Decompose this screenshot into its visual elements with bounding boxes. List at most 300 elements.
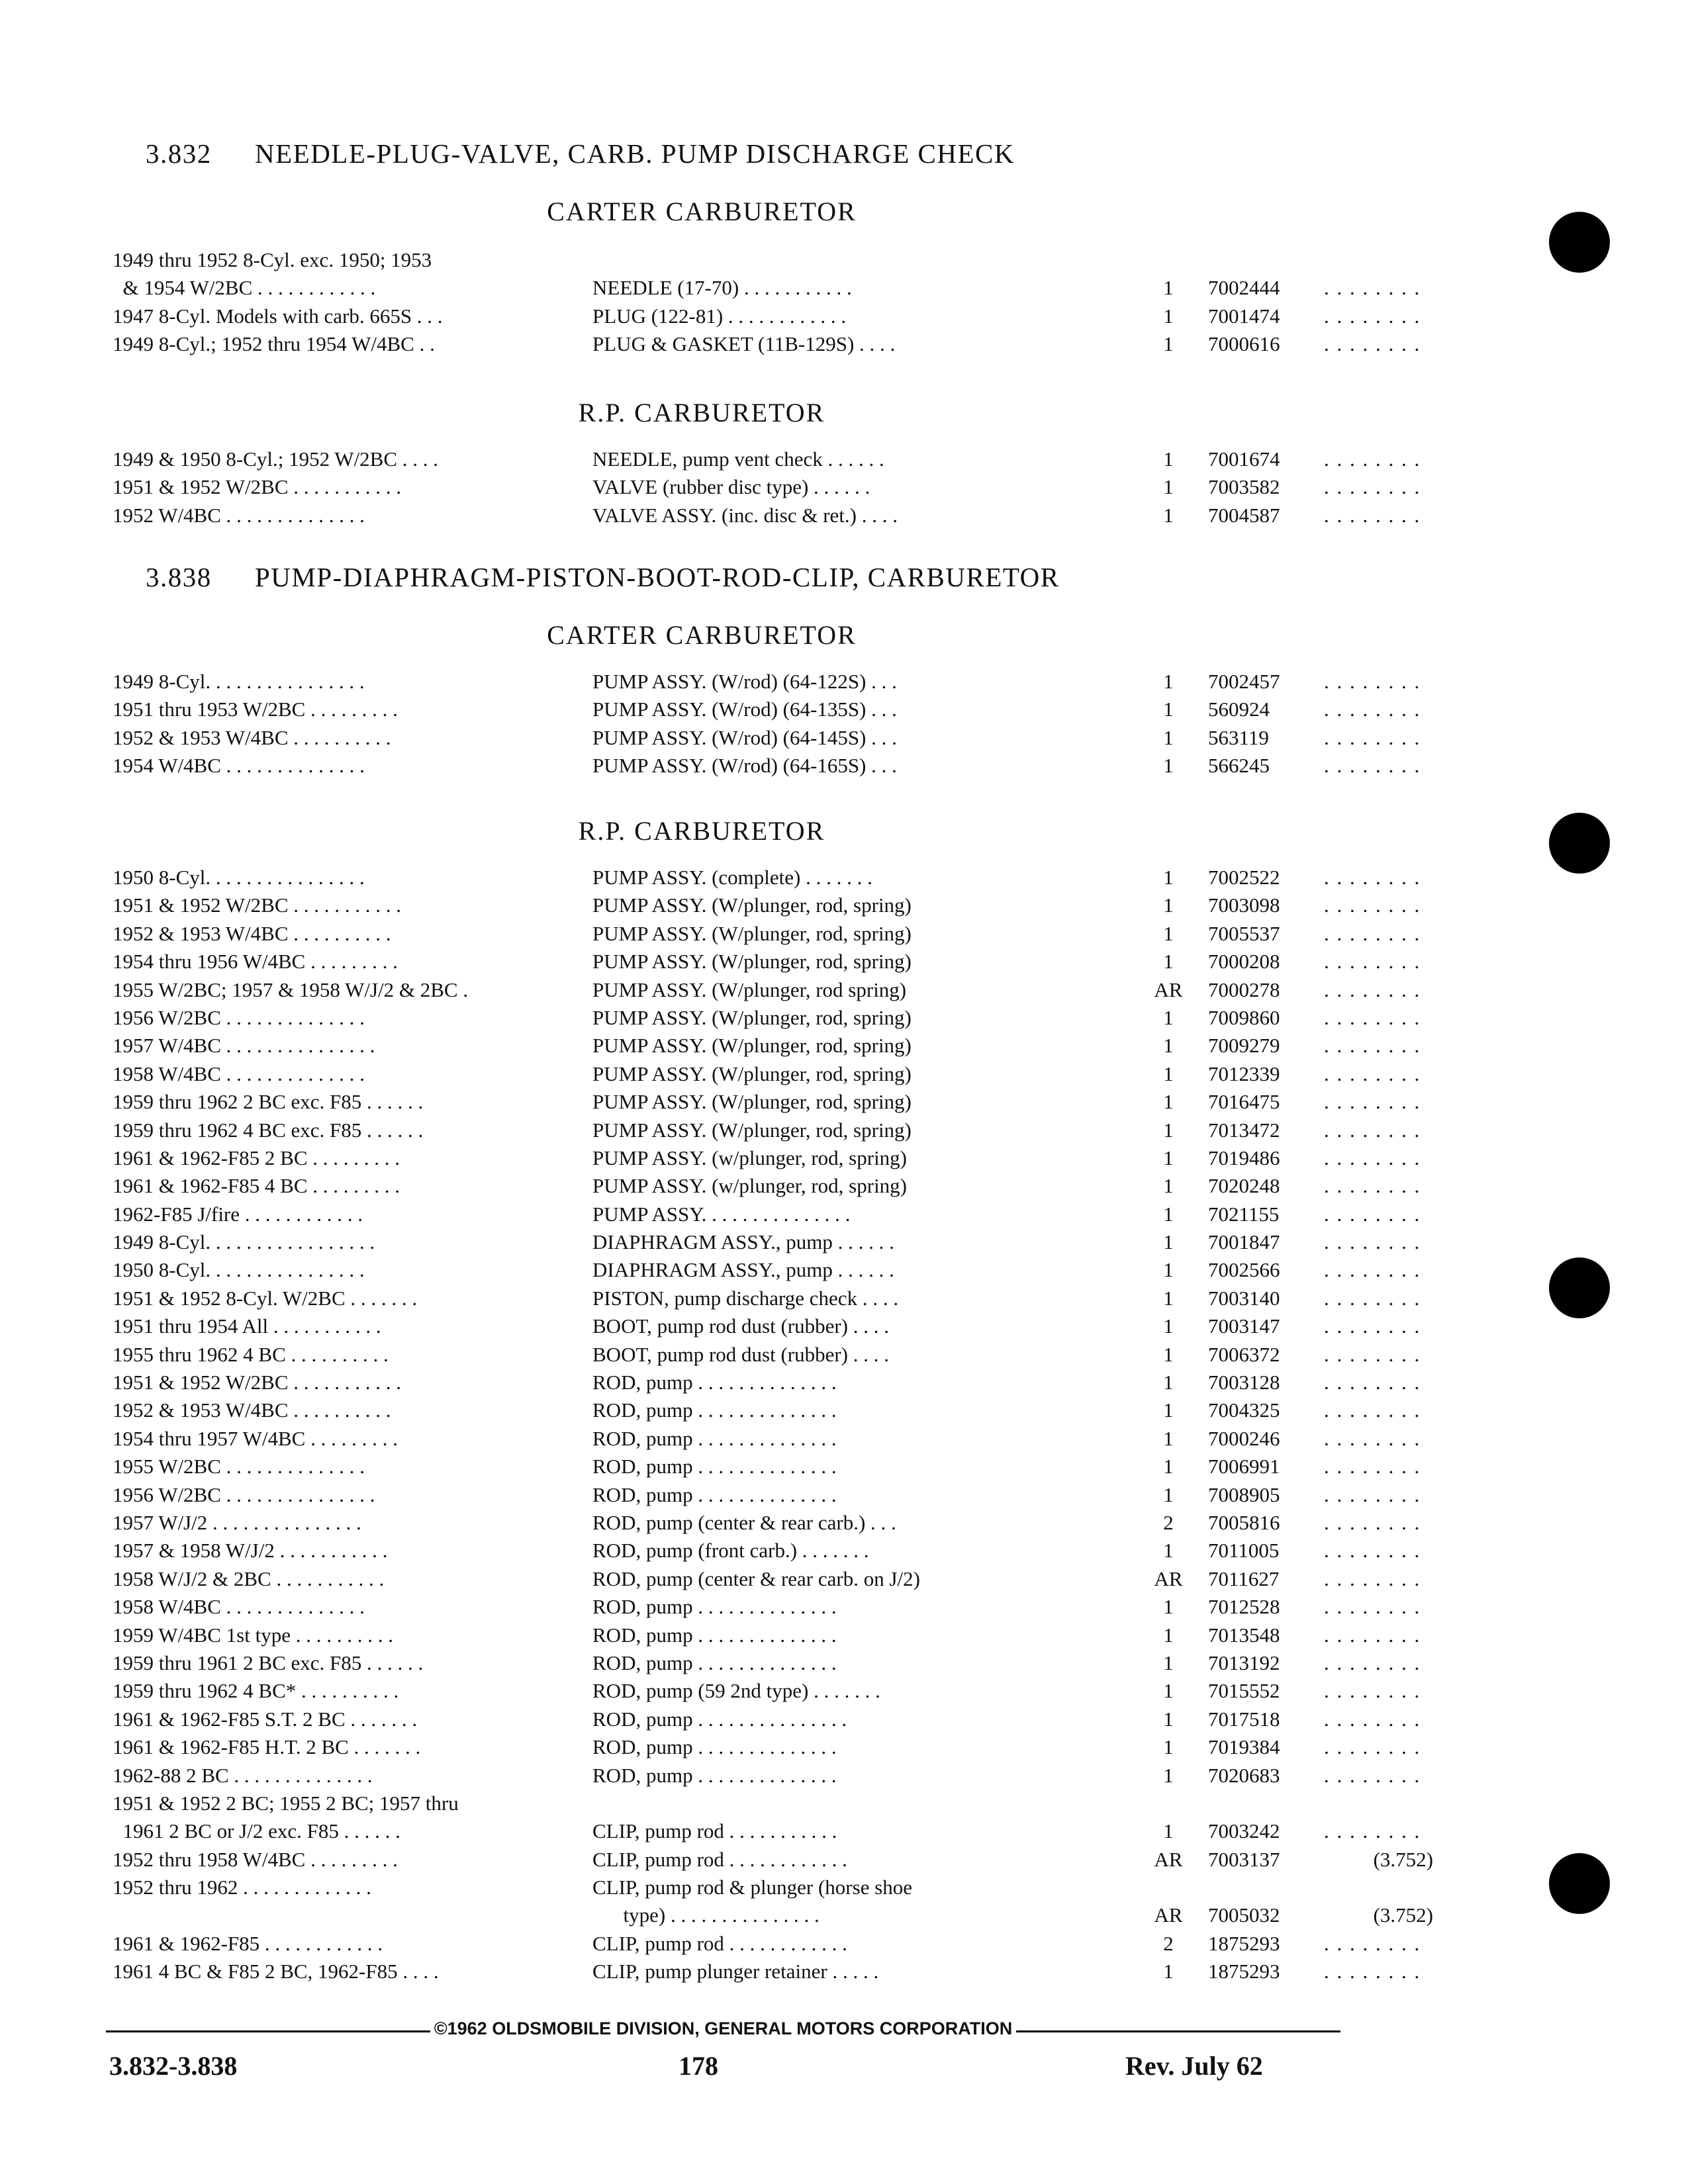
part-number-cell: 7004325 [1208, 1398, 1280, 1422]
reference-cell: . . . . . . . . [1324, 1314, 1421, 1338]
application-cell: 1961 4 BC & F85 2 BC, 1962-F85 . . . . [113, 1960, 439, 1983]
part-number-cell: 7011005 [1208, 1539, 1280, 1563]
reference-cell: . . . . . . . . [1324, 1707, 1421, 1731]
part-number-cell: 7013192 [1208, 1651, 1280, 1674]
reference-cell: . . . . . . . . [1324, 754, 1421, 778]
quantity-cell: 1 [1163, 1005, 1174, 1029]
description-cell: PUMP ASSY. (W/rod) (64-145S) . . . [592, 725, 897, 749]
description-cell: BOOT, pump rod dust (rubber) . . . . [592, 1314, 890, 1338]
description-cell: PUMP ASSY. (W/plunger, rod spring) [592, 978, 907, 1001]
part-number-cell: 7006372 [1208, 1342, 1280, 1366]
part-number-cell: 7005816 [1208, 1510, 1280, 1534]
reference-cell: . . . . . . . . [1324, 1426, 1421, 1450]
application-cell: 1952 thru 1962 . . . . . . . . . . . . . [113, 1876, 371, 1899]
section-title [146, 561, 1060, 593]
reference-cell: . . . . . . . . [1324, 447, 1421, 471]
description-cell: VALVE (rubber disc type) . . . . . . [592, 475, 870, 499]
application-cell: 1961 & 1962-F85 . . . . . . . . . . . . [113, 1931, 383, 1955]
table-row [113, 248, 1337, 276]
application-cell: 1949 8-Cyl. . . . . . . . . . . . . . . . [113, 670, 365, 693]
quantity-cell: 1 [1163, 475, 1174, 499]
table-row [113, 1286, 1421, 1314]
table-row [113, 447, 1421, 475]
copyright-notice: ©1962 OLDSMOBILE DIVISION, GENERAL MOTORS CORPORATION [0, 2019, 1446, 2039]
part-number-cell: 7009279 [1208, 1034, 1280, 1058]
reference-cell: . . . . . . . . [1324, 276, 1421, 300]
reference-cell: . . . . . . . . [1324, 475, 1421, 499]
table-row [113, 1455, 1421, 1482]
application-cell: 1951 & 1952 8-Cyl. W/2BC . . . . . . . [113, 1286, 418, 1310]
application-cell: 1961 & 1962-F85 S.T. 2 BC . . . . . . . [113, 1707, 418, 1731]
reference-cell: . . . . . . . . [1324, 1258, 1421, 1282]
application-cell: 1952 & 1953 W/4BC . . . . . . . . . . [113, 921, 391, 945]
reference-cell: . . . . . . . . [1324, 1735, 1421, 1759]
reference-cell: . . . . . . . . [1324, 1510, 1421, 1534]
table-row [113, 1174, 1421, 1202]
description-cell: ROD, pump . . . . . . . . . . . . . . [592, 1735, 837, 1759]
description-cell: ROD, pump . . . . . . . . . . . . . . [592, 1651, 837, 1674]
reference-cell: . . . . . . . . [1324, 1567, 1421, 1590]
quantity-cell: 1 [1163, 1314, 1174, 1338]
part-number-cell: 7020248 [1208, 1174, 1280, 1198]
quantity-cell: 1 [1163, 1286, 1174, 1310]
part-number-cell: 7002457 [1208, 670, 1280, 693]
quantity-cell: 1 [1163, 1174, 1174, 1198]
quantity-cell: 1 [1163, 1455, 1174, 1479]
quantity-cell: 1 [1163, 1960, 1174, 1983]
table-row [113, 1230, 1421, 1258]
quantity-cell: 2 [1163, 1510, 1174, 1534]
quantity-cell: 1 [1163, 1202, 1174, 1226]
table-row [113, 1482, 1421, 1511]
application-cell: 1949 8-Cyl. . . . . . . . . . . . . . . . . [113, 1230, 375, 1254]
table-row [113, 1876, 1337, 1903]
application-cell: 1956 W/2BC . . . . . . . . . . . . . . [113, 1005, 365, 1029]
application-cell: 1951 & 1952 W/2BC . . . . . . . . . . . [113, 475, 402, 499]
description-cell: NEEDLE (17-70) . . . . . . . . . . . [592, 276, 852, 300]
table-row [113, 978, 1421, 1006]
part-number-cell: 7017518 [1208, 1707, 1280, 1731]
binder-hole [1549, 212, 1610, 273]
quantity-cell: 1 [1163, 1595, 1174, 1619]
quantity-cell: 1 [1163, 1230, 1174, 1254]
reference-cell: . . . . . . . . [1324, 1034, 1421, 1058]
table-row [113, 1342, 1421, 1371]
application-cell: & 1954 W/2BC . . . . . . . . . . . . [113, 276, 376, 300]
application-cell: 1954 thru 1957 W/4BC . . . . . . . . . [113, 1426, 398, 1450]
part-number-cell: 7021155 [1208, 1202, 1280, 1226]
description-cell: PUMP ASSY. (W/plunger, rod, spring) [592, 1062, 912, 1085]
description-cell: PISTON, pump discharge check . . . . [592, 1286, 899, 1310]
part-number-cell: 7002444 [1208, 276, 1280, 300]
quantity-cell: 1 [1163, 503, 1174, 527]
application-cell: 1958 W/4BC . . . . . . . . . . . . . . [113, 1062, 365, 1085]
quantity-cell: AR [1154, 1567, 1183, 1590]
reference-cell: . . . . . . . . [1324, 1960, 1421, 1983]
quantity-cell: 1 [1163, 332, 1174, 356]
quantity-cell: 1 [1163, 1258, 1174, 1282]
section-range: 3.832-3.838 [109, 2051, 238, 2081]
table-row [113, 1398, 1421, 1426]
part-number-cell: 7015552 [1208, 1679, 1280, 1703]
application-cell: 1952 & 1953 W/4BC . . . . . . . . . . [113, 1398, 391, 1422]
reference-cell: (3.752) [1373, 1847, 1433, 1871]
description-cell: DIAPHRAGM ASSY., pump . . . . . . [592, 1258, 894, 1282]
description-cell: ROD, pump . . . . . . . . . . . . . . [592, 1455, 837, 1479]
description-cell: NEEDLE, pump vent check . . . . . . [592, 447, 884, 471]
table-row [113, 1903, 1433, 1931]
description-cell: ROD, pump . . . . . . . . . . . . . . [592, 1595, 837, 1619]
description-cell: ROD, pump (center & rear carb. on J/2) [592, 1567, 920, 1590]
part-number-cell: 7001847 [1208, 1230, 1280, 1254]
part-number-cell: 560924 [1208, 698, 1270, 721]
quantity-cell: 1 [1163, 447, 1174, 471]
group-title: CARTER CARBURETOR [547, 197, 857, 226]
application-cell: 1957 & 1958 W/J/2 . . . . . . . . . . . [113, 1539, 388, 1563]
description-cell: PUMP ASSY. (W/plunger, rod, spring) [592, 950, 912, 974]
reference-cell: . . . . . . . . [1324, 1482, 1421, 1506]
description-cell: ROD, pump (front carb.) . . . . . . . [592, 1539, 869, 1563]
application-cell: 1961 & 1962-F85 2 BC . . . . . . . . . [113, 1146, 400, 1169]
application-cell: 1959 thru 1962 4 BC* . . . . . . . . . . [113, 1679, 399, 1703]
reference-cell: . . . . . . . . [1324, 866, 1421, 889]
application-cell: 1951 & 1952 2 BC; 1955 2 BC; 1957 thru [113, 1791, 459, 1815]
reference-cell: . . . . . . . . [1324, 1146, 1421, 1169]
part-number-cell: 7002522 [1208, 866, 1280, 889]
table-row [113, 1931, 1421, 1960]
application-cell: 1958 W/4BC . . . . . . . . . . . . . . [113, 1595, 365, 1619]
application-cell: 1955 W/2BC; 1957 & 1958 W/J/2 & 2BC . [113, 978, 469, 1001]
application-cell: 1951 thru 1954 All . . . . . . . . . . . [113, 1314, 381, 1338]
table-row [113, 725, 1421, 754]
table-row [113, 1847, 1433, 1876]
table-row [113, 304, 1421, 332]
reference-cell: (3.752) [1373, 1903, 1433, 1927]
quantity-cell: AR [1154, 1903, 1183, 1927]
application-cell: 1949 8-Cyl.; 1952 thru 1954 W/4BC . . [113, 332, 435, 356]
table-row [113, 1679, 1421, 1707]
description-cell: PUMP ASSY. (W/plunger, rod, spring) [592, 1118, 912, 1142]
application-cell: 1950 8-Cyl. . . . . . . . . . . . . . . . [113, 1258, 365, 1282]
part-number-cell: 563119 [1208, 725, 1269, 749]
description-cell: CLIP, pump rod . . . . . . . . . . . . [592, 1847, 847, 1871]
table-row [113, 1258, 1421, 1286]
description-cell: CLIP, pump rod & plunger (horse shoe [592, 1876, 913, 1899]
table-row [113, 950, 1421, 978]
table-row [113, 1034, 1421, 1062]
description-cell: BOOT, pump rod dust (rubber) . . . . [592, 1342, 890, 1366]
quantity-cell: 1 [1163, 1371, 1174, 1394]
quantity-cell: 1 [1163, 1034, 1174, 1058]
section-number: 3.838 [146, 562, 212, 592]
application-cell: 1949 & 1950 8-Cyl.; 1952 W/2BC . . . . [113, 447, 439, 471]
table-row [113, 475, 1421, 503]
reference-cell: . . . . . . . . [1324, 1371, 1421, 1394]
quantity-cell: 1 [1163, 1735, 1174, 1759]
description-cell: PLUG (122-81) . . . . . . . . . . . . [592, 304, 847, 328]
quantity-cell: AR [1154, 1847, 1183, 1871]
reference-cell: . . . . . . . . [1324, 332, 1421, 356]
table-row [113, 1707, 1421, 1735]
application-cell: 1950 8-Cyl. . . . . . . . . . . . . . . . [113, 866, 365, 889]
application-cell: 1958 W/J/2 & 2BC . . . . . . . . . . . [113, 1567, 385, 1590]
part-number-cell: 7000616 [1208, 332, 1280, 356]
table-row [113, 866, 1421, 893]
table-row [113, 503, 1421, 531]
part-number-cell: 7013548 [1208, 1623, 1280, 1647]
binder-hole [1549, 1853, 1610, 1914]
table-row [113, 1314, 1421, 1342]
quantity-cell: 1 [1163, 1342, 1174, 1366]
part-number-cell: 7002566 [1208, 1258, 1280, 1282]
table-row [113, 1539, 1421, 1567]
reference-cell: . . . . . . . . [1324, 1931, 1421, 1955]
part-number-cell: 7012528 [1208, 1595, 1280, 1619]
binder-hole [1549, 1257, 1610, 1318]
table-row [113, 1595, 1421, 1623]
application-cell: 1961 & 1962-F85 H.T. 2 BC . . . . . . . [113, 1735, 421, 1759]
description-cell: PUMP ASSY. (W/plunger, rod, spring) [592, 893, 912, 917]
application-cell: 1959 thru 1962 4 BC exc. F85 . . . . . . [113, 1118, 424, 1142]
reference-cell: . . . . . . . . [1324, 304, 1421, 328]
description-cell: PUMP ASSY. (W/plunger, rod, spring) [592, 1005, 912, 1029]
reference-cell: . . . . . . . . [1324, 1595, 1421, 1619]
table-row [113, 698, 1421, 725]
application-cell: 1955 W/2BC . . . . . . . . . . . . . . [113, 1455, 365, 1479]
application-cell: 1951 & 1952 W/2BC . . . . . . . . . . . [113, 1371, 402, 1394]
part-number-cell: 7020683 [1208, 1763, 1280, 1787]
part-number-cell: 7016475 [1208, 1090, 1280, 1114]
description-cell: PLUG & GASKET (11B-129S) . . . . [592, 332, 896, 356]
part-number-cell: 7012339 [1208, 1062, 1280, 1085]
section-number: 3.832 [146, 138, 212, 169]
description-cell: PUMP ASSY. (W/plunger, rod, spring) [592, 1090, 912, 1114]
application-cell: 1955 thru 1962 4 BC . . . . . . . . . . [113, 1342, 389, 1366]
part-number-cell: 7000246 [1208, 1426, 1280, 1450]
quantity-cell: 1 [1163, 670, 1174, 693]
part-number-cell: 566245 [1208, 754, 1270, 778]
description-cell: CLIP, pump rod . . . . . . . . . . . [592, 1819, 837, 1843]
table-row [113, 1960, 1421, 1987]
application-cell: 1952 & 1953 W/4BC . . . . . . . . . . [113, 725, 391, 749]
part-number-cell: 7011627 [1208, 1567, 1280, 1590]
description-cell: PUMP ASSY. (W/plunger, rod, spring) [592, 1034, 912, 1058]
quantity-cell: 1 [1163, 866, 1174, 889]
table-row [113, 1062, 1421, 1090]
part-number-cell: 7000278 [1208, 978, 1280, 1001]
table-row [113, 1792, 1337, 1819]
reference-cell: . . . . . . . . [1324, 1398, 1421, 1422]
quantity-cell: 1 [1163, 1623, 1174, 1647]
table-row [113, 1090, 1421, 1118]
part-number-cell: 7003137 [1208, 1847, 1280, 1871]
part-number-cell: 7003128 [1208, 1371, 1280, 1394]
part-number-cell: 7003582 [1208, 475, 1280, 499]
description-cell: VALVE ASSY. (inc. disc & ret.) . . . . [592, 503, 898, 527]
reference-cell: . . . . . . . . [1324, 1763, 1421, 1787]
table-row [113, 1510, 1421, 1539]
quantity-cell: 1 [1163, 921, 1174, 945]
description-cell: PUMP ASSY. (W/plunger, rod, spring) [592, 921, 912, 945]
part-number-cell: 7004587 [1208, 503, 1280, 527]
table-row [113, 1819, 1421, 1847]
quantity-cell: 1 [1163, 304, 1174, 328]
application-cell: 1959 thru 1961 2 BC exc. F85 . . . . . . [113, 1651, 424, 1674]
quantity-cell: 1 [1163, 1146, 1174, 1169]
part-number-cell: 7013472 [1208, 1118, 1280, 1142]
reference-cell: . . . . . . . . [1324, 698, 1421, 721]
reference-cell: . . . . . . . . [1324, 978, 1421, 1001]
application-cell: 1952 W/4BC . . . . . . . . . . . . . . [113, 503, 365, 527]
description-cell: ROD, pump (59 2nd type) . . . . . . . [592, 1679, 880, 1703]
part-number-cell: 7006991 [1208, 1455, 1280, 1479]
reference-cell: . . . . . . . . [1324, 1090, 1421, 1114]
reference-cell: . . . . . . . . [1324, 1539, 1421, 1563]
description-cell: PUMP ASSY. (w/plunger, rod, spring) [592, 1174, 908, 1198]
application-cell: 1956 W/2BC . . . . . . . . . . . . . . . [113, 1482, 375, 1506]
parts-table [113, 447, 1421, 531]
part-number-cell: 1875293 [1208, 1931, 1280, 1955]
quantity-cell: AR [1154, 978, 1183, 1001]
description-cell: ROD, pump . . . . . . . . . . . . . . [592, 1398, 837, 1422]
table-row [113, 332, 1421, 360]
part-number-cell: 7000208 [1208, 950, 1280, 974]
quantity-cell: 1 [1163, 893, 1174, 917]
description-cell: ROD, pump . . . . . . . . . . . . . . [592, 1482, 837, 1506]
section-title [146, 138, 1015, 169]
application-cell: 1954 thru 1956 W/4BC . . . . . . . . . [113, 950, 398, 974]
reference-cell: . . . . . . . . [1324, 1819, 1421, 1843]
reference-cell: . . . . . . . . [1324, 1623, 1421, 1647]
binder-hole [1549, 813, 1610, 874]
description-cell: ROD, pump . . . . . . . . . . . . . . . [592, 1707, 847, 1731]
description-cell: PUMP ASSY. (W/rod) (64-135S) . . . [592, 698, 897, 721]
reference-cell: . . . . . . . . [1324, 1230, 1421, 1254]
description-cell: CLIP, pump rod . . . . . . . . . . . . [592, 1931, 847, 1955]
parts-table [113, 866, 1433, 1988]
application-cell: 1947 8-Cyl. Models with carb. 665S . . . [113, 304, 443, 328]
parts-table [113, 670, 1421, 782]
reference-cell: . . . . . . . . [1324, 921, 1421, 945]
description-cell: ROD, pump . . . . . . . . . . . . . . [592, 1763, 837, 1787]
part-number-cell: 7001674 [1208, 447, 1280, 471]
quantity-cell: 1 [1163, 950, 1174, 974]
application-cell: 1961 2 BC or J/2 exc. F85 . . . . . . [113, 1819, 400, 1843]
application-cell: 1957 W/4BC . . . . . . . . . . . . . . . [113, 1034, 375, 1058]
part-number-cell: 7003098 [1208, 893, 1280, 917]
reference-cell: . . . . . . . . [1324, 670, 1421, 693]
description-cell: PUMP ASSY. . . . . . . . . . . . . . . [592, 1202, 851, 1226]
reference-cell: . . . . . . . . [1324, 1679, 1421, 1703]
table-row [113, 1623, 1421, 1651]
quantity-cell: 1 [1163, 1819, 1174, 1843]
section-heading: NEEDLE-PLUG-VALVE, CARB. PUMP DISCHARGE CHECK [255, 138, 1015, 169]
description-cell: PUMP ASSY. (complete) . . . . . . . [592, 866, 872, 889]
part-number-cell: 7019384 [1208, 1735, 1280, 1759]
part-number-cell: 7009860 [1208, 1005, 1280, 1029]
application-cell: 1959 thru 1962 2 BC exc. F85 . . . . . . [113, 1090, 424, 1114]
table-row [113, 1371, 1421, 1398]
reference-cell: . . . . . . . . [1324, 725, 1421, 749]
reference-cell: . . . . . . . . [1324, 1286, 1421, 1310]
description-cell: ROD, pump . . . . . . . . . . . . . . [592, 1371, 837, 1394]
description-cell: PUMP ASSY. (W/rod) (64-122S) . . . [592, 670, 897, 693]
table-row [113, 1567, 1421, 1595]
part-number-cell: 7003242 [1208, 1819, 1280, 1843]
quantity-cell: 1 [1163, 1062, 1174, 1085]
description-cell: ROD, pump (center & rear carb.) . . . [592, 1510, 896, 1534]
reference-cell: . . . . . . . . [1324, 1455, 1421, 1479]
parts-table [113, 248, 1421, 361]
application-cell: 1962-F85 J/fire . . . . . . . . . . . . [113, 1202, 363, 1226]
quantity-cell: 2 [1163, 1931, 1174, 1955]
description-cell: ROD, pump . . . . . . . . . . . . . . [592, 1426, 837, 1450]
application-cell: 1954 W/4BC . . . . . . . . . . . . . . [113, 754, 365, 778]
description-cell: PUMP ASSY. (W/rod) (64-165S) . . . [592, 754, 897, 778]
quantity-cell: 1 [1163, 1482, 1174, 1506]
description-cell: DIAPHRAGM ASSY., pump . . . . . . [592, 1230, 894, 1254]
part-number-cell: 7005032 [1208, 1903, 1280, 1927]
table-row [113, 1146, 1421, 1174]
group-title: CARTER CARBURETOR [547, 620, 857, 650]
table-row [113, 1118, 1421, 1146]
table-row [113, 1735, 1421, 1763]
application-cell: 1949 thru 1952 8-Cyl. exc. 1950; 1953 [113, 248, 432, 271]
part-number-cell: 1875293 [1208, 1960, 1280, 1983]
reference-cell: . . . . . . . . [1324, 1651, 1421, 1674]
section-heading: PUMP-DIAPHRAGM-PISTON-BOOT-ROD-CLIP, CARBURETOR [255, 562, 1060, 592]
quantity-cell: 1 [1163, 1426, 1174, 1450]
group-title: R.P. CARBURETOR [578, 816, 825, 846]
part-number-cell: 7008905 [1208, 1482, 1280, 1506]
reference-cell: . . . . . . . . [1324, 893, 1421, 917]
application-cell: 1959 W/4BC 1st type . . . . . . . . . . [113, 1623, 393, 1647]
quantity-cell: 1 [1163, 1398, 1174, 1422]
quantity-cell: 1 [1163, 1539, 1174, 1563]
quantity-cell: 1 [1163, 1118, 1174, 1142]
reference-cell: . . . . . . . . [1324, 503, 1421, 527]
quantity-cell: 1 [1163, 698, 1174, 721]
table-row [113, 1763, 1421, 1792]
part-number-cell: 7019486 [1208, 1146, 1280, 1169]
quantity-cell: 1 [1163, 1090, 1174, 1114]
reference-cell: . . . . . . . . [1324, 1342, 1421, 1366]
part-number-cell: 7005537 [1208, 921, 1280, 945]
reference-cell: . . . . . . . . [1324, 1174, 1421, 1198]
table-row [113, 1005, 1421, 1034]
group-title: R.P. CARBURETOR [578, 398, 825, 428]
description-cell: CLIP, pump plunger retainer . . . . . [592, 1960, 879, 1983]
application-cell: 1957 W/J/2 . . . . . . . . . . . . . . . [113, 1510, 361, 1534]
part-number-cell: 7001474 [1208, 304, 1280, 328]
reference-cell: . . . . . . . . [1324, 1062, 1421, 1085]
application-cell: 1961 & 1962-F85 4 BC . . . . . . . . . [113, 1174, 400, 1198]
quantity-cell: 1 [1163, 725, 1174, 749]
table-row [113, 670, 1421, 698]
application-cell: 1951 thru 1953 W/2BC . . . . . . . . . [113, 698, 398, 721]
part-number-cell: 7003140 [1208, 1286, 1280, 1310]
description-cell: type) . . . . . . . . . . . . . . . [592, 1903, 820, 1927]
reference-cell: . . . . . . . . [1324, 1202, 1421, 1226]
quantity-cell: 1 [1163, 1651, 1174, 1674]
reference-cell: . . . . . . . . [1324, 950, 1421, 974]
application-cell: 1952 thru 1958 W/4BC . . . . . . . . . [113, 1847, 398, 1871]
table-row [113, 276, 1421, 304]
reference-cell: . . . . . . . . [1324, 1005, 1421, 1029]
quantity-cell: 1 [1163, 1679, 1174, 1703]
table-row [113, 893, 1421, 921]
table-row [113, 921, 1421, 950]
